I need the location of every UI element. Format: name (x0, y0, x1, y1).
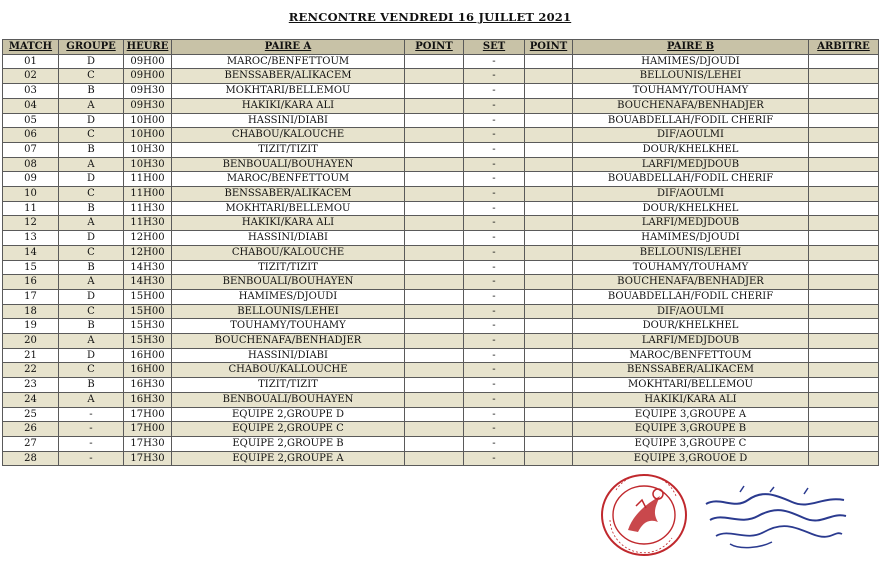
arbitre-cell (809, 422, 879, 437)
paire-b-cell: DIF/AOULMI (573, 304, 809, 319)
paire-b-cell: BOUCHENAFA/BENHADJER (573, 275, 809, 290)
table-row (3, 275, 879, 290)
groupe-cell: A (59, 157, 124, 172)
header-heure: HEURE (124, 40, 172, 55)
paire-b-cell: BOUABDELLAH/FODIL CHERIF (573, 172, 809, 187)
point-b-cell (525, 98, 573, 113)
set-cell: - (464, 113, 525, 128)
table-row (3, 363, 879, 378)
arbitre-cell (809, 260, 879, 275)
paire-a-cell: HASSINI/DIABI (172, 113, 405, 128)
set-cell: - (464, 128, 525, 143)
set-cell: - (464, 334, 525, 349)
match-cell: 13 (3, 231, 59, 246)
groupe-cell: C (59, 245, 124, 260)
groupe-cell: C (59, 128, 124, 143)
set-cell: - (464, 378, 525, 393)
arbitre-cell (809, 451, 879, 466)
arbitre-cell (809, 216, 879, 231)
paire-a-cell: CHABOU/KALOUCHE (172, 128, 405, 143)
paire-a-cell: BENSSABER/ALIKACEM (172, 187, 405, 202)
arbitre-cell (809, 231, 879, 246)
table-row (3, 157, 879, 172)
paire-a-cell: EQUIPE 2,GROUPE B (172, 436, 405, 451)
arbitre-cell (809, 128, 879, 143)
groupe-cell: - (59, 407, 124, 422)
heure-cell: 17H30 (124, 436, 172, 451)
heure-cell: 15H30 (124, 334, 172, 349)
match-cell: 27 (3, 436, 59, 451)
paire-b-cell: BENSSABER/ALIKACEM (573, 363, 809, 378)
point-a-cell (405, 451, 464, 466)
table-row (3, 231, 879, 246)
heure-cell: 10H00 (124, 128, 172, 143)
point-a-cell (405, 216, 464, 231)
point-b-cell (525, 319, 573, 334)
arbitre-cell (809, 378, 879, 393)
arbitre-cell (809, 201, 879, 216)
table-row (3, 289, 879, 304)
groupe-cell: D (59, 113, 124, 128)
table-row (3, 216, 879, 231)
arbitre-cell (809, 84, 879, 99)
table-row (3, 142, 879, 157)
set-cell: - (464, 275, 525, 290)
paire-b-cell: EQUIPE 3,GROUPE C (573, 436, 809, 451)
paire-a-cell: TOUHAMY/TOUHAMY (172, 319, 405, 334)
table-row (3, 187, 879, 202)
point-a-cell (405, 378, 464, 393)
point-a-cell (405, 363, 464, 378)
set-cell: - (464, 54, 525, 69)
point-b-cell (525, 245, 573, 260)
set-cell: - (464, 348, 525, 363)
match-cell: 06 (3, 128, 59, 143)
paire-b-cell: EQUIPE 3,GROUPE A (573, 407, 809, 422)
table-row (3, 407, 879, 422)
paire-b-cell: LARFI/MEDJDOUB (573, 216, 809, 231)
set-cell: - (464, 451, 525, 466)
match-cell: 15 (3, 260, 59, 275)
paire-a-cell: HAKIKI/KARA ALI (172, 216, 405, 231)
paire-a-cell: BELLOUNIS/LEHEI (172, 304, 405, 319)
heure-cell: 11H30 (124, 216, 172, 231)
heure-cell: 17H00 (124, 407, 172, 422)
set-cell: - (464, 84, 525, 99)
point-b-cell (525, 451, 573, 466)
point-b-cell (525, 260, 573, 275)
point-b-cell (525, 378, 573, 393)
match-cell: 10 (3, 187, 59, 202)
point-a-cell (405, 172, 464, 187)
paire-a-cell: HAMIMES/DJOUDI (172, 289, 405, 304)
point-a-cell (405, 128, 464, 143)
groupe-cell: B (59, 142, 124, 157)
heure-cell: 09H00 (124, 54, 172, 69)
paire-b-cell: MAROC/BENFETTOUM (573, 348, 809, 363)
groupe-cell: D (59, 231, 124, 246)
set-cell: - (464, 436, 525, 451)
arbitre-cell (809, 363, 879, 378)
point-b-cell (525, 157, 573, 172)
groupe-cell: D (59, 54, 124, 69)
groupe-cell: A (59, 98, 124, 113)
paire-a-cell: MOKHTARI/BELLEMOU (172, 201, 405, 216)
point-b-cell (525, 69, 573, 84)
groupe-cell: D (59, 172, 124, 187)
heure-cell: 16H00 (124, 348, 172, 363)
header-match: MATCH (3, 40, 59, 55)
header-groupe: GROUPE (59, 40, 124, 55)
heure-cell: 14H30 (124, 260, 172, 275)
point-b-cell (525, 201, 573, 216)
paire-a-cell: TIZIT/TIZIT (172, 260, 405, 275)
heure-cell: 11H00 (124, 187, 172, 202)
match-cell: 08 (3, 157, 59, 172)
table-row (3, 172, 879, 187)
match-cell: 26 (3, 422, 59, 437)
match-cell: 24 (3, 392, 59, 407)
header-paire-b: PAIRE B (573, 40, 809, 55)
arbitre-cell (809, 407, 879, 422)
point-b-cell (525, 289, 573, 304)
arbitre-cell (809, 187, 879, 202)
arbitre-cell (809, 172, 879, 187)
heure-cell: 14H30 (124, 275, 172, 290)
table-row (3, 113, 879, 128)
paire-b-cell: DIF/AOULMI (573, 128, 809, 143)
table-row (3, 69, 879, 84)
paire-b-cell: DOUR/KHELKHEL (573, 142, 809, 157)
heure-cell: 10H30 (124, 142, 172, 157)
point-a-cell (405, 319, 464, 334)
groupe-cell: A (59, 216, 124, 231)
groupe-cell: B (59, 84, 124, 99)
point-b-cell (525, 142, 573, 157)
set-cell: - (464, 407, 525, 422)
point-a-cell (405, 289, 464, 304)
arbitre-cell (809, 304, 879, 319)
paire-b-cell: DIF/AOULMI (573, 187, 809, 202)
match-cell: 25 (3, 407, 59, 422)
point-a-cell (405, 392, 464, 407)
table-row (3, 392, 879, 407)
set-cell: - (464, 319, 525, 334)
paire-b-cell: HAKIKI/KARA ALI (573, 392, 809, 407)
table-row (3, 422, 879, 437)
signature (700, 484, 850, 554)
table-row (3, 436, 879, 451)
paire-b-cell: BOUABDELLAH/FODIL CHERIF (573, 289, 809, 304)
header-point-a: POINT (405, 40, 464, 55)
table-row (3, 98, 879, 113)
paire-a-cell: HAKIKI/KARA ALI (172, 98, 405, 113)
groupe-cell: B (59, 260, 124, 275)
set-cell: - (464, 231, 525, 246)
groupe-cell: B (59, 201, 124, 216)
paire-a-cell: TIZIT/TIZIT (172, 142, 405, 157)
point-a-cell (405, 113, 464, 128)
point-b-cell (525, 172, 573, 187)
league-stamp (598, 472, 690, 558)
point-b-cell (525, 84, 573, 99)
paire-b-cell: BOUCHENAFA/BENHADJER (573, 98, 809, 113)
paire-a-cell: EQUIPE 2,GROUPE D (172, 407, 405, 422)
match-cell: 07 (3, 142, 59, 157)
paire-a-cell: CHABOU/KALOUCHE (172, 245, 405, 260)
paire-b-cell: MOKHTARI/BELLEMOU (573, 378, 809, 393)
set-cell: - (464, 142, 525, 157)
heure-cell: 09H00 (124, 69, 172, 84)
groupe-cell: C (59, 363, 124, 378)
set-cell: - (464, 363, 525, 378)
match-cell: 01 (3, 54, 59, 69)
set-cell: - (464, 304, 525, 319)
table-row (3, 201, 879, 216)
match-cell: 02 (3, 69, 59, 84)
point-a-cell (405, 275, 464, 290)
heure-cell: 16H00 (124, 363, 172, 378)
paire-a-cell: TIZIT/TIZIT (172, 378, 405, 393)
set-cell: - (464, 201, 525, 216)
heure-cell: 11H00 (124, 172, 172, 187)
point-a-cell (405, 98, 464, 113)
set-cell: - (464, 260, 525, 275)
match-cell: 22 (3, 363, 59, 378)
match-cell: 03 (3, 84, 59, 99)
arbitre-cell (809, 142, 879, 157)
paire-a-cell: BOUCHENAFA/BENHADJER (172, 334, 405, 349)
point-a-cell (405, 422, 464, 437)
paire-a-cell: EQUIPE 2,GROUPE C (172, 422, 405, 437)
point-b-cell (525, 275, 573, 290)
point-a-cell (405, 334, 464, 349)
table-header-row (3, 40, 879, 55)
paire-a-cell: EQUIPE 2,GROUPE A (172, 451, 405, 466)
paire-b-cell: DOUR/KHELKHEL (573, 201, 809, 216)
arbitre-cell (809, 54, 879, 69)
match-cell: 21 (3, 348, 59, 363)
point-a-cell (405, 157, 464, 172)
paire-a-cell: CHABOU/KALLOUCHE (172, 363, 405, 378)
groupe-cell: A (59, 392, 124, 407)
heure-cell: 16H30 (124, 378, 172, 393)
schedule-table (2, 39, 879, 466)
arbitre-cell (809, 334, 879, 349)
table-row (3, 84, 879, 99)
point-a-cell (405, 231, 464, 246)
heure-cell: 09H30 (124, 98, 172, 113)
point-b-cell (525, 216, 573, 231)
match-cell: 12 (3, 216, 59, 231)
paire-a-cell: BENBOUALI/BOUHAYEN (172, 275, 405, 290)
heure-cell: 16H30 (124, 392, 172, 407)
point-b-cell (525, 113, 573, 128)
table-row (3, 128, 879, 143)
heure-cell: 10H30 (124, 157, 172, 172)
point-a-cell (405, 201, 464, 216)
point-b-cell (525, 348, 573, 363)
point-a-cell (405, 142, 464, 157)
point-a-cell (405, 348, 464, 363)
point-a-cell (405, 304, 464, 319)
point-b-cell (525, 187, 573, 202)
point-a-cell (405, 69, 464, 84)
paire-b-cell: DOUR/KHELKHEL (573, 319, 809, 334)
paire-a-cell: HASSINI/DIABI (172, 231, 405, 246)
paire-a-cell: MAROC/BENFETTOUM (172, 172, 405, 187)
heure-cell: 15H30 (124, 319, 172, 334)
table-row (3, 319, 879, 334)
header-set: SET (464, 40, 525, 55)
groupe-cell: D (59, 289, 124, 304)
heure-cell: 17H30 (124, 451, 172, 466)
paire-b-cell: HAMIMES/DJOUDI (573, 54, 809, 69)
set-cell: - (464, 187, 525, 202)
header-point-b: POINT (525, 40, 573, 55)
groupe-cell: D (59, 348, 124, 363)
match-cell: 14 (3, 245, 59, 260)
heure-cell: 12H00 (124, 245, 172, 260)
table-row (3, 378, 879, 393)
point-b-cell (525, 363, 573, 378)
paire-b-cell: TOUHAMY/TOUHAMY (573, 84, 809, 99)
point-a-cell (405, 245, 464, 260)
point-b-cell (525, 436, 573, 451)
heure-cell: 17H00 (124, 422, 172, 437)
match-cell: 09 (3, 172, 59, 187)
match-cell: 18 (3, 304, 59, 319)
table-row (3, 334, 879, 349)
point-b-cell (525, 407, 573, 422)
set-cell: - (464, 289, 525, 304)
groupe-cell: A (59, 334, 124, 349)
point-b-cell (525, 334, 573, 349)
paire-a-cell: MOKHTARI/BELLEMOU (172, 84, 405, 99)
paire-a-cell: BENSSABER/ALIKACEM (172, 69, 405, 84)
paire-b-cell: BOUABDELLAH/FODIL CHERIF (573, 113, 809, 128)
match-cell: 11 (3, 201, 59, 216)
table-row (3, 304, 879, 319)
arbitre-cell (809, 98, 879, 113)
point-a-cell (405, 260, 464, 275)
groupe-cell: - (59, 451, 124, 466)
set-cell: - (464, 392, 525, 407)
point-a-cell (405, 54, 464, 69)
point-b-cell (525, 304, 573, 319)
arbitre-cell (809, 289, 879, 304)
paire-a-cell: MAROC/BENFETTOUM (172, 54, 405, 69)
set-cell: - (464, 422, 525, 437)
heure-cell: 12H00 (124, 231, 172, 246)
heure-cell: 09H30 (124, 84, 172, 99)
groupe-cell: - (59, 422, 124, 437)
table-row (3, 54, 879, 69)
heure-cell: 10H00 (124, 113, 172, 128)
page-title: RENCONTRE VENDREDI 16 JUILLET 2021 (288, 10, 572, 24)
match-cell: 04 (3, 98, 59, 113)
match-cell: 05 (3, 113, 59, 128)
groupe-cell: B (59, 319, 124, 334)
point-b-cell (525, 422, 573, 437)
point-a-cell (405, 84, 464, 99)
groupe-cell: A (59, 275, 124, 290)
set-cell: - (464, 172, 525, 187)
paire-b-cell: EQUIPE 3,GROUPE B (573, 422, 809, 437)
point-b-cell (525, 392, 573, 407)
paire-b-cell: BELLOUNIS/LEHEI (573, 69, 809, 84)
arbitre-cell (809, 348, 879, 363)
paire-a-cell: BENBOUALI/BOUHAYEN (172, 392, 405, 407)
match-cell: 16 (3, 275, 59, 290)
paire-b-cell: LARFI/MEDJDOUB (573, 157, 809, 172)
table-row (3, 451, 879, 466)
arbitre-cell (809, 275, 879, 290)
groupe-cell: - (59, 436, 124, 451)
schedule-body (3, 54, 879, 466)
arbitre-cell (809, 436, 879, 451)
paire-b-cell: TOUHAMY/TOUHAMY (573, 260, 809, 275)
match-cell: 28 (3, 451, 59, 466)
header-paire-a: PAIRE A (172, 40, 405, 55)
set-cell: - (464, 69, 525, 84)
paire-b-cell: LARFI/MEDJDOUB (573, 334, 809, 349)
match-cell: 20 (3, 334, 59, 349)
point-b-cell (525, 231, 573, 246)
match-cell: 23 (3, 378, 59, 393)
groupe-cell: C (59, 187, 124, 202)
point-a-cell (405, 407, 464, 422)
groupe-cell: C (59, 304, 124, 319)
table-row (3, 245, 879, 260)
arbitre-cell (809, 157, 879, 172)
paire-b-cell: BELLOUNIS/LEHEI (573, 245, 809, 260)
match-cell: 17 (3, 289, 59, 304)
paire-a-cell: BENBOUALI/BOUHAYEN (172, 157, 405, 172)
paire-b-cell: EQUIPE 3,GROUOE D (573, 451, 809, 466)
heure-cell: 15H00 (124, 289, 172, 304)
match-cell: 19 (3, 319, 59, 334)
point-a-cell (405, 187, 464, 202)
header-arbitre: ARBITRE (809, 40, 879, 55)
arbitre-cell (809, 245, 879, 260)
point-b-cell (525, 128, 573, 143)
paire-b-cell: HAMIMES/DJOUDI (573, 231, 809, 246)
heure-cell: 11H30 (124, 201, 172, 216)
paire-a-cell: HASSINI/DIABI (172, 348, 405, 363)
arbitre-cell (809, 392, 879, 407)
set-cell: - (464, 98, 525, 113)
arbitre-cell (809, 69, 879, 84)
arbitre-cell (809, 319, 879, 334)
groupe-cell: C (59, 69, 124, 84)
groupe-cell: B (59, 378, 124, 393)
table-row (3, 348, 879, 363)
heure-cell: 15H00 (124, 304, 172, 319)
arbitre-cell (809, 113, 879, 128)
point-b-cell (525, 54, 573, 69)
table-row (3, 260, 879, 275)
point-a-cell (405, 436, 464, 451)
set-cell: - (464, 157, 525, 172)
set-cell: - (464, 245, 525, 260)
set-cell: - (464, 216, 525, 231)
